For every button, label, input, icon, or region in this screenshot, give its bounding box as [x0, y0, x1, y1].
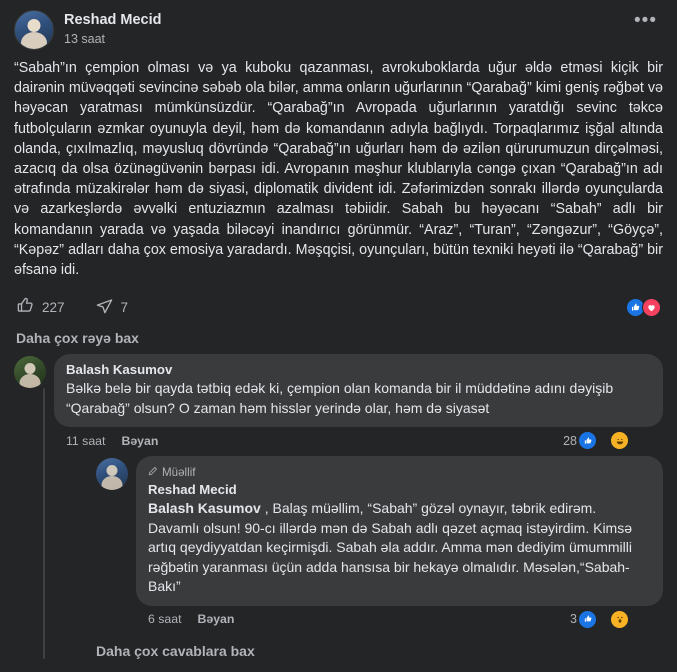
post-timestamp[interactable]: 13 saat: [64, 32, 106, 46]
post-action-bar: [0, 286, 677, 326]
reply-time[interactable]: 6 saat: [148, 612, 182, 627]
comment-item: [14, 354, 663, 659]
reply-author[interactable]: Reshad Mecid: [148, 482, 237, 498]
thread-line: [43, 388, 45, 659]
comment-reaction-summary[interactable]: [563, 431, 647, 450]
author-badge: [148, 466, 196, 479]
reply-meta: [136, 606, 663, 635]
love-icon: [642, 298, 661, 317]
comment-author[interactable]: Balash Kasumov: [66, 362, 173, 378]
post-header: [0, 0, 677, 52]
comment-main: [54, 354, 663, 659]
like-icon: [578, 610, 597, 629]
comment-text: Bəlkə belə bir qayda tətbiq edək ki, çempion olan komanda bir il müddətinə adını dəyişib “Qarabağ” olsun? O zaman həm hisslər yerində olar, həm də siyasət: [66, 380, 614, 416]
reply-mention[interactable]: Balash Kasumov: [148, 500, 261, 517]
reply-reaction-count: 3: [570, 612, 577, 627]
comment-avatar[interactable]: [14, 356, 46, 388]
wow-icon: [610, 610, 629, 629]
reply-reaction-summary[interactable]: [570, 610, 647, 629]
post-author-block: [64, 10, 162, 47]
reply-thread: [96, 456, 663, 635]
comment-reaction-count: 28: [563, 433, 577, 448]
comment-meta: [54, 427, 663, 456]
comment-bubble: [54, 354, 663, 427]
reply-main: [136, 456, 663, 635]
reply-item: [96, 456, 663, 635]
reply-reply-button[interactable]: Bəyan: [197, 612, 235, 627]
comments-section: [0, 352, 677, 659]
post-reaction-pills[interactable]: [629, 298, 661, 317]
share-icon: [95, 296, 121, 318]
pen-icon: [148, 466, 162, 479]
share-count: 7: [120, 299, 129, 315]
like-button[interactable]: [16, 296, 65, 318]
like-icon: [578, 431, 597, 450]
thumbs-up-icon: [16, 296, 42, 318]
reply-body-text: , Balaş müəllim, “Sabah” gözəl oynayır, təbrik edirəm. Davamlı olsun! 90-cı illərdə mən də Sabah adlı qəzet açmaq istəyirdim. Kimsə artıq qeydiyyatdan keçirmişdi. Sabah əla addır. Amma mən dediyim ümummilli rəğbətin yaranması üçün adda hansısa bir hekayə olmalıdır. Məsələn,“Sabah-Bakı”: [148, 500, 632, 595]
share-button[interactable]: [95, 296, 129, 318]
reply-text: [148, 499, 651, 597]
reply-avatar[interactable]: [96, 458, 128, 490]
post-menu-icon[interactable]: •••: [634, 10, 657, 31]
avatar[interactable]: [14, 10, 54, 50]
post-body: [0, 52, 677, 280]
haha-icon: [610, 431, 629, 450]
like-count: 227: [42, 299, 65, 315]
comment-time[interactable]: 11 saat: [66, 433, 106, 448]
post-body-text: “Sabah”ın çempion olması və ya kuboku qazanması, avrokuboklarda uğur əldə etməsi kiçik bir dairənin müvəqqəti sevincinə səbəb ola bilər, amma onların uğurlarının “Qarabağ” kimi geniş rəğbət və həyəcan yaratması mümkünsüzdür. “Qarabağ”ın Avropada uğurlarının yaratdığı sevinc təkcə futbolçuların əzmkar oyunuyla deyil, həm də komandanın adıyla bağlıydı. Torpaqlarımız işğal altında olanda, çıxılmazlıq, məyusluq dövründə “Qarabağ”ın uğurları həm də əzilən qürurumuzun dirçəlməsi, azacıq da olsa özünəgüvənin bərpası idi. Avropanın məşhur klublarıyla cəngə çıxan “Qarabağ”ın adı ətrafında müzakirələr həm də siyasi, diplomatik divident idi. Zəfərimizdən sonrakı illərdə oyunçularda və azarkeşlərdə əvvəlki entuziazmın azalması təbiidir. Sabah bu həyəcanı “Sabah” adlı bir komandanın yarada və yaşada biləcəyi inandırıcı görünmür. “Araz”, “Turan”, “Zəngəzur”, “Göyçə”, “Kəpəz” adları daha çox emosiya yaradardı. Məşqçisi, oyunçuları, bütün texniki heyəti ilə “Qarabağ” bir əfsanə idi.: [14, 60, 663, 279]
comment-reply-button[interactable]: Bəyan: [121, 433, 159, 448]
post-author-name[interactable]: Reshad Mecid: [64, 12, 162, 28]
reply-bubble: [136, 456, 663, 606]
more-replies-link[interactable]: Daha çox cavablara bax: [96, 642, 255, 659]
more-comments-link[interactable]: Daha çox rəyə bax: [16, 330, 139, 347]
author-badge-label: Müəllif: [162, 466, 196, 480]
